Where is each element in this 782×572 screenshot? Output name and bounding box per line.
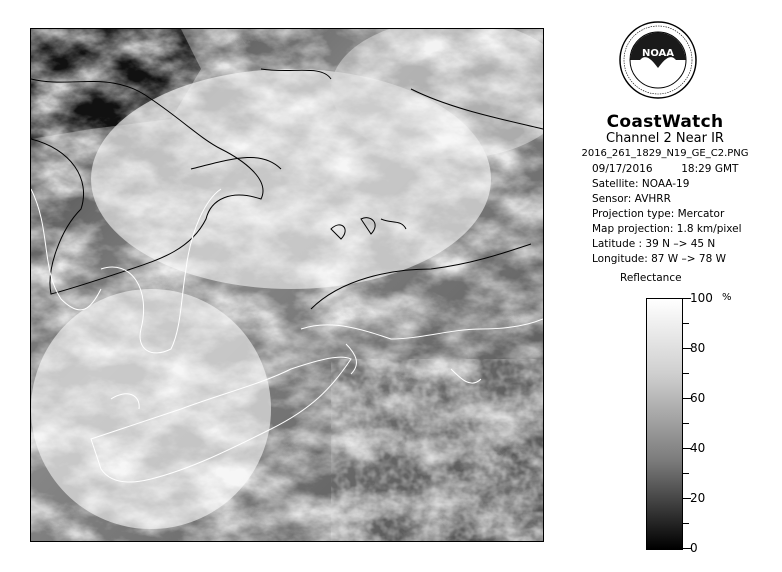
noaa-seal-icon bbox=[618, 20, 698, 100]
sensor-label: Sensor: AVHRR bbox=[592, 193, 671, 205]
colorbar-tick bbox=[683, 523, 689, 524]
date-time-row bbox=[592, 163, 738, 175]
colorbar-tick-label-100: 100 bbox=[690, 291, 713, 305]
product-title: CoastWatch bbox=[606, 112, 724, 132]
colorbar-tick-label-20: 20 bbox=[690, 491, 706, 505]
filename-label: 2016_261_1829_N19_GE_C2.PNG bbox=[581, 148, 749, 159]
date-value: 09/17/2016 bbox=[592, 163, 653, 175]
colorbar-tick-label-60: 60 bbox=[690, 391, 706, 405]
longitude-label: Longitude: 87 W –> 78 W bbox=[592, 253, 726, 265]
colorbar-tick bbox=[683, 423, 689, 424]
colorbar-tick bbox=[683, 373, 689, 374]
colorbar-tick-label-80: 80 bbox=[690, 341, 706, 355]
satellite-label: Satellite: NOAA-19 bbox=[592, 178, 690, 190]
latitude-label: Latitude : 39 N –> 45 N bbox=[592, 238, 716, 250]
satellite-map-svg bbox=[31, 29, 543, 541]
colorbar-tick-label-0: 0 bbox=[690, 541, 698, 555]
colorbar-title: Reflectance bbox=[620, 272, 682, 284]
colorbar-tick-label-40: 40 bbox=[690, 441, 706, 455]
colorbar bbox=[646, 298, 683, 550]
colorbar-tick bbox=[683, 473, 689, 474]
satellite-image bbox=[30, 28, 544, 542]
noaa-logo bbox=[618, 20, 698, 100]
colorbar-unit: % bbox=[722, 292, 732, 303]
map-projection-label: Map projection: 1.8 km/pixel bbox=[592, 223, 742, 235]
time-value: 18:29 GMT bbox=[681, 163, 739, 175]
projection-type-label: Projection type: Mercator bbox=[592, 208, 725, 220]
channel-label: Channel 2 Near IR bbox=[606, 131, 724, 146]
logo-text: NOAA bbox=[641, 48, 675, 59]
colorbar-tick bbox=[683, 323, 689, 324]
